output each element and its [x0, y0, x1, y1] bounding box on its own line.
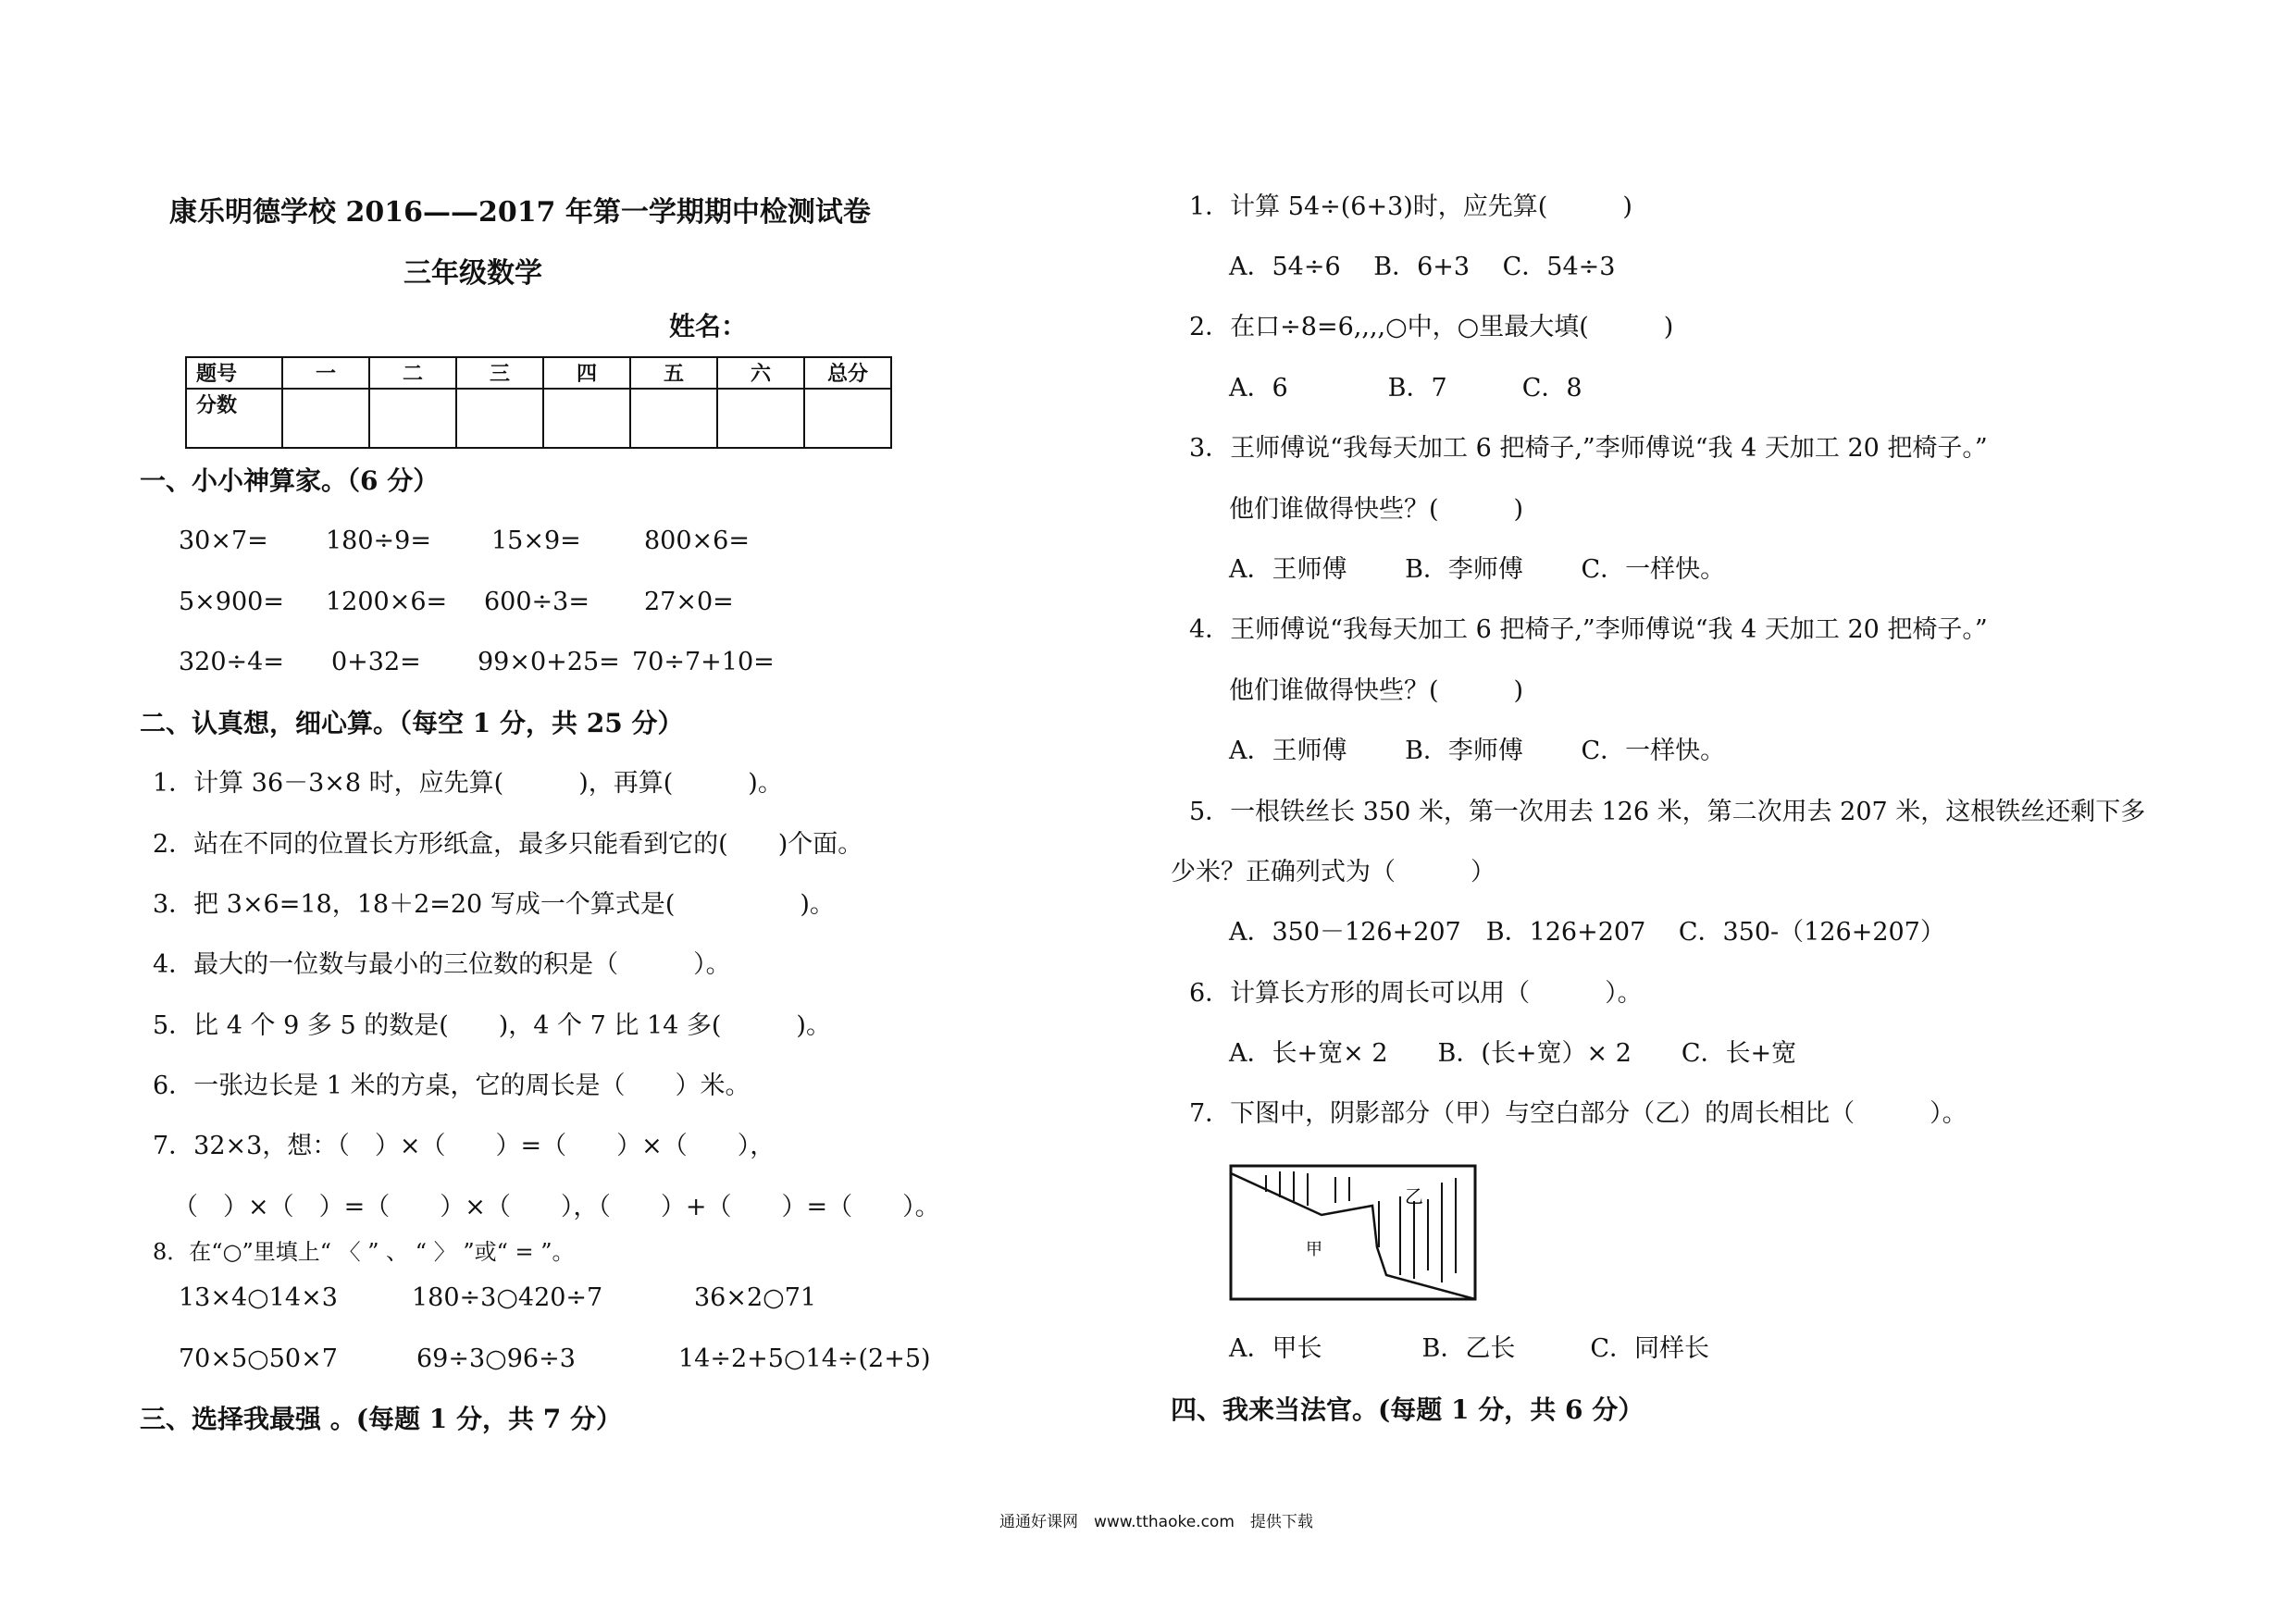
- section1-title: 一、小小神算家。（6 分）: [140, 465, 440, 496]
- score-header-cell: 题号: [186, 357, 282, 389]
- calc-item: 30×7=: [179, 527, 268, 555]
- calc-item: 600÷3=: [484, 588, 590, 616]
- score-header-cell: 一: [282, 357, 369, 389]
- compare-item: 14÷2+5○14÷(2+5): [678, 1344, 931, 1373]
- question-text: 8．在“○”里填上“ 〈 ” 、 “ 〉 ”或“ = ”。: [153, 1239, 575, 1265]
- question-text: 5．一根铁丝长 350 米，第一次用去 126 米，第二次用去 207 米，这根铁丝还剩下多: [1189, 798, 2146, 826]
- options-text: A．王师傅 B．李师傅 C．一样快。: [1229, 555, 1726, 584]
- question-text: 他们谁做得快些？( ): [1229, 676, 1524, 705]
- score-cell[interactable]: [717, 389, 804, 448]
- score-cell[interactable]: [543, 389, 630, 448]
- options-text: A．6 B．7 C．8: [1229, 374, 1582, 403]
- score-cell[interactable]: [456, 389, 543, 448]
- question-text: 2．在口÷8=6,,,,○中，○里最大填( ): [1189, 313, 1674, 341]
- score-header-cell: 二: [369, 357, 456, 389]
- compare-item: 36×2○71: [694, 1283, 817, 1312]
- section3-title: 三、选择我最强 。(每题 1 分，共 7 分）: [140, 1404, 622, 1434]
- question-text: 3．把 3×6=18，18＋2=20 写成一个算式是( )。: [153, 890, 835, 919]
- figure-label-yi: 乙: [1405, 1185, 1423, 1208]
- question-text: 5．比 4 个 9 多 5 的数是( )，4 个 7 比 14 多( )。: [153, 1011, 831, 1040]
- score-header-cell: 三: [456, 357, 543, 389]
- question-text: 2．站在不同的位置长方形纸盒，最多只能看到它的( )个面。: [153, 830, 863, 859]
- calc-item: 27×0=: [644, 588, 734, 616]
- score-cell[interactable]: [282, 389, 369, 448]
- question-text: 4．最大的一位数与最小的三位数的积是（ ）。: [153, 950, 731, 979]
- question-text: 4．王师傅说“我每天加工 6 把椅子,”李师傅说“我 4 天加工 20 把椅子。”: [1189, 615, 1988, 644]
- page-title: 康乐明德学校 2016——2017 年第一学期期中检测试卷: [169, 196, 871, 229]
- score-table: [185, 356, 892, 449]
- calc-item: 1200×6=: [326, 588, 448, 616]
- calc-item: 5×900=: [179, 588, 284, 616]
- subject-title: 三年级数学: [403, 257, 542, 290]
- options-text: A．王师傅 B．李师傅 C．一样快。: [1229, 737, 1726, 765]
- options-text: A．54÷6 B．6+3 C．54÷3: [1229, 253, 1616, 281]
- footer-source: 通通好课网 www.tthaoke.com 提供下载: [999, 1513, 1313, 1531]
- compare-item: 70×5○50×7: [179, 1344, 338, 1373]
- score-table-header-row: [186, 357, 891, 389]
- calc-item: 180÷9=: [326, 527, 431, 555]
- question-text: 7．下图中，阴影部分（甲）与空白部分（乙）的周长相比（ ）。: [1189, 1099, 1967, 1128]
- calc-item: 15×9=: [491, 527, 581, 555]
- compare-item: 69÷3○96÷3: [416, 1344, 576, 1373]
- score-row-label: 分数: [186, 389, 282, 448]
- name-label: 姓名：: [669, 311, 748, 341]
- options-text: A．甲长 B．乙长 C．同样长: [1229, 1334, 1709, 1363]
- score-header-cell: 四: [543, 357, 630, 389]
- calc-item: 0+32=: [331, 648, 421, 676]
- calc-item: 99×0+25=: [478, 648, 620, 676]
- options-text: A．长+宽× 2 B．(长+宽）× 2 C．长+宽: [1229, 1039, 1797, 1068]
- question-text: 少米？正确列式为（ ）: [1171, 858, 1496, 886]
- score-header-cell: 五: [630, 357, 717, 389]
- question-text: 他们谁做得快些？( ): [1229, 495, 1524, 524]
- question-text: （ ）×（ ）=（ ）×（ ），（ ）+（ ）=（ ）。: [173, 1193, 940, 1221]
- calc-item: 320÷4=: [179, 648, 284, 676]
- score-cell[interactable]: [630, 389, 717, 448]
- calc-item: 800×6=: [644, 527, 750, 555]
- question-text: 3．王师傅说“我每天加工 6 把椅子,”李师傅说“我 4 天加工 20 把椅子。”: [1189, 434, 1988, 463]
- figure-label-jia: 甲: [1306, 1240, 1322, 1259]
- perimeter-figure: [1229, 1164, 1477, 1301]
- score-header-cell: 总分: [804, 357, 891, 389]
- question-text: 1．计算 54÷(6+3)时，应先算( ): [1189, 192, 1632, 221]
- compare-item: 13×4○14×3: [179, 1283, 338, 1312]
- calc-item: 70÷7+10=: [632, 648, 775, 676]
- score-cell[interactable]: [804, 389, 891, 448]
- compare-item: 180÷3○420÷7: [412, 1283, 603, 1312]
- question-text: 1．计算 36－3×8 时，应先算( )，再算( )。: [153, 769, 783, 798]
- score-cell[interactable]: [369, 389, 456, 448]
- section4-title: 四、我来当法官。(每题 1 分，共 6 分）: [1171, 1394, 1644, 1425]
- question-text: 7．32×3，想：（ ）×（ ）=（ ）×（ ），: [153, 1132, 776, 1160]
- question-text: 6．计算长方形的周长可以用（ ）。: [1189, 979, 1643, 1008]
- score-header-cell: 六: [717, 357, 804, 389]
- options-text: A．350－126+207 B．126+207 C．350-（126+207）: [1229, 918, 1945, 947]
- score-table-score-row: [186, 389, 891, 448]
- section2-title: 二、认真想，细心算。（每空 1 分，共 25 分）: [140, 708, 684, 738]
- question-text: 6．一张边长是 1 米的方桌，它的周长是（ ）米。: [153, 1072, 751, 1100]
